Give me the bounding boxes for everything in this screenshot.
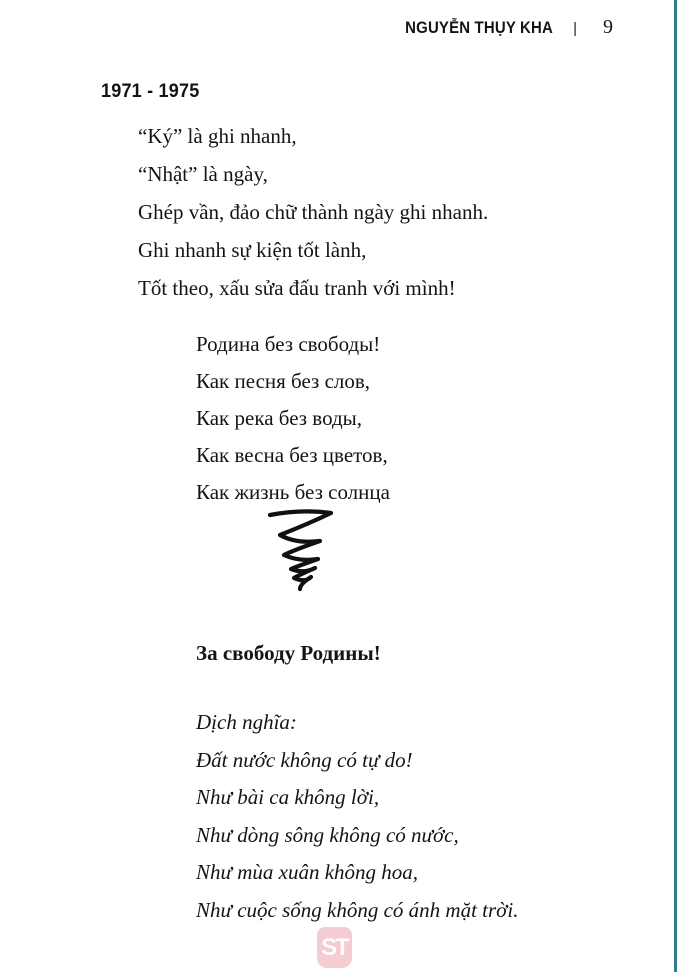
poem-line: “Nhật” là ngày, [138, 162, 268, 186]
poem-line: Как река без воды, [196, 406, 363, 430]
vietnamese-stanza [138, 117, 488, 307]
page-number: 9 [603, 16, 613, 38]
running-head [385, 16, 613, 39]
scribble-drawing [262, 505, 354, 603]
poem-line: Как жизнь без солнца [196, 480, 390, 504]
poem-line: Как весна без цветов, [196, 443, 388, 467]
poem-line: Như bài ca không lời, [196, 785, 380, 809]
poem-line: Ghi nhanh sự kiện tốt lành, [138, 238, 367, 262]
poem-line: Ghép vần, đảo chữ thành ngày ghi nhanh. [138, 200, 489, 224]
publisher-logo [317, 927, 352, 968]
russian-refrain: За свободу Родины! [196, 641, 381, 665]
author-name: NGUYỄN THỤY KHA [405, 18, 554, 37]
poem-line: “Ký” là ghi nhanh, [138, 124, 297, 148]
poem-line: Dịch nghĩa: [196, 710, 297, 734]
section-title: 1971 - 1975 [101, 81, 200, 102]
poem-line: Đất nước không có tự do! [196, 747, 413, 772]
poem-line: Như cuộc sống không có ánh mặt trời. [196, 897, 519, 922]
poem-line: Như dòng sông không có nước, [196, 822, 459, 847]
poem-line: Как песня без слов, [196, 369, 371, 393]
header-separator: | [573, 20, 577, 37]
publisher-logo-text: ST [321, 933, 348, 961]
russian-stanza [196, 326, 390, 511]
poem-line: Tốt theo, xấu sửa đấu tranh với mình! [138, 276, 456, 300]
poem-line: Như mùa xuân không hoa, [196, 860, 419, 884]
translation-stanza [196, 704, 518, 929]
poem-line: Родина без свободы! [196, 332, 381, 356]
